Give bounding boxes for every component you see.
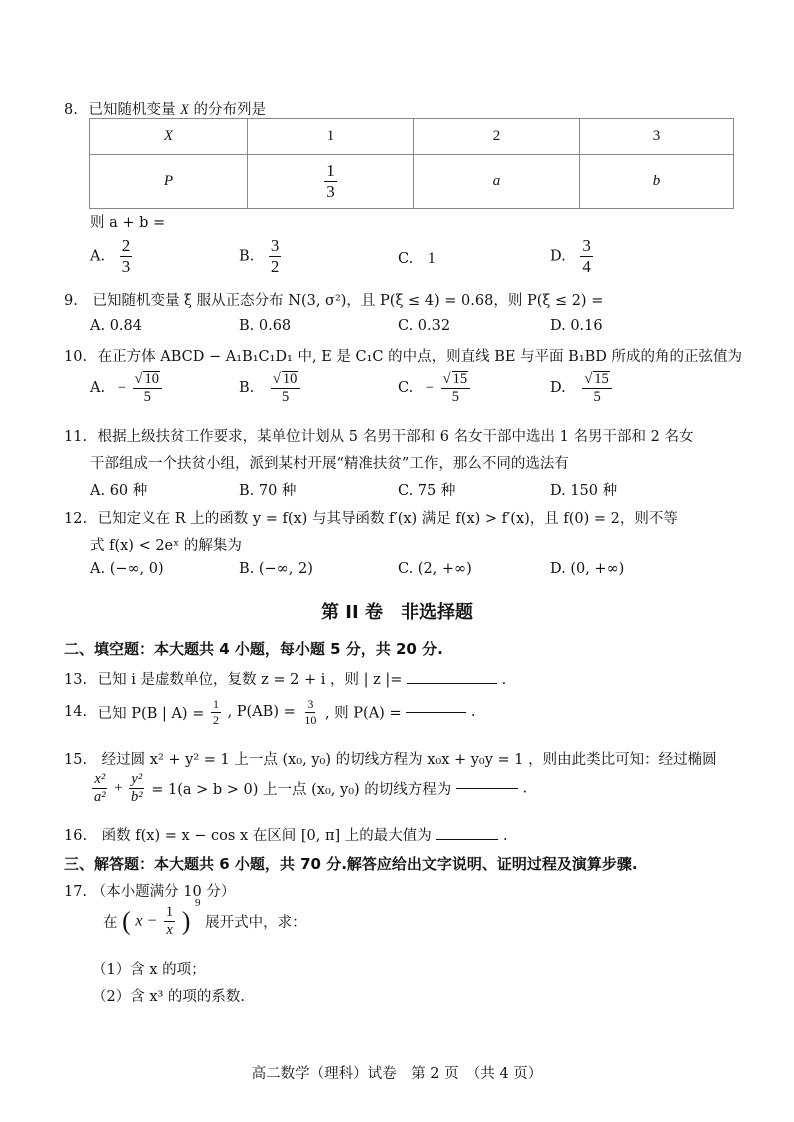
- q14-mid: , P(AB) =: [227, 704, 296, 721]
- q11-line2: 干部组成一个扶贫小组，派到某村开展“精准扶贫”工作，那么不同的选法有: [90, 456, 569, 472]
- q17-pre: 在: [103, 915, 118, 932]
- fraction: [269, 237, 282, 276]
- q11-line1: [64, 425, 693, 446]
- denominator: 3: [121, 256, 131, 276]
- left-paren: (: [122, 906, 131, 936]
- q16: [64, 824, 508, 845]
- sign: −: [425, 379, 434, 396]
- sign: −: [117, 379, 126, 396]
- q17-number: 17.: [64, 884, 88, 900]
- q15-end: .: [522, 780, 528, 797]
- q12-option-d: D. (0, +∞): [550, 561, 625, 577]
- q11-option-a: A. 60 种: [90, 483, 148, 499]
- q12-option-a: A. (−∞, 0): [90, 561, 164, 577]
- radicand: 10: [144, 371, 159, 387]
- denominator: b²: [131, 789, 143, 806]
- q17-head: [64, 880, 235, 901]
- q10-number: 10.: [64, 349, 88, 365]
- q16-number: 16.: [64, 828, 88, 844]
- answer-blank[interactable]: [436, 839, 498, 840]
- q14-number: 14.: [64, 704, 88, 721]
- q17-points: （本小题满分 10 分）: [91, 884, 236, 900]
- fraction: [133, 371, 162, 405]
- table-cell: [248, 155, 414, 209]
- fraction: [324, 162, 337, 201]
- q9-text: 已知随机变量 ξ 服从正态分布 N(3, σ²)，且 P(ξ ≤ 4) = 0.68，则 P(ξ ≤ 2) =: [92, 293, 604, 309]
- q13: [64, 668, 506, 689]
- q8-option-c: [398, 250, 436, 268]
- fraction: [441, 371, 470, 405]
- q10-option-d: [550, 371, 614, 405]
- fraction: [92, 772, 108, 805]
- radicand: 15: [452, 371, 468, 387]
- q11-text: 根据上级扶贫工作要求，某单位计划从 5 名男干部和 6 名女干部中选出 1 名男干部和 2 名女: [97, 429, 694, 445]
- table-cell: a: [414, 155, 580, 209]
- q10-option-a: [90, 371, 164, 405]
- denominator: 5: [593, 389, 601, 406]
- option-label: D.: [550, 248, 566, 265]
- numerator: √ 10: [271, 371, 300, 389]
- radicand: 10: [282, 371, 298, 387]
- option-label: A.: [90, 380, 106, 397]
- q8-stem: [64, 98, 266, 119]
- denominator: 10: [304, 712, 317, 727]
- q10-stem: [64, 345, 742, 366]
- part3-heading: 三、解答题：本大题共 6 小题，共 70 分.解答应给出文字说明、证明过程及演算步骤.: [64, 855, 638, 873]
- q12-option-b: B. (−∞, 2): [239, 561, 313, 577]
- q15-line1: [64, 748, 717, 769]
- denominator: 5: [281, 389, 290, 406]
- numerator: 3: [270, 236, 280, 255]
- q12-option-c: C. (2, +∞): [398, 561, 472, 577]
- q12-number: 12.: [64, 511, 88, 527]
- table-cell: 1: [248, 119, 414, 155]
- q12-line1: [64, 507, 678, 528]
- q12-text: 已知定义在 R 上的函数 y = f(x) 与其导函数 f′(x) 满足 f(x) > f′(x)，且 f(0) = 2，则不等: [97, 511, 678, 527]
- q10-option-b: [239, 371, 302, 405]
- q17-stem: [103, 896, 307, 939]
- q10-text: 在正方体 ABCD − A₁B₁C₁D₁ 中, E 是 C₁C 的中点，则直线 BE 与平面 B₁BD 所成的角的正弦值为: [97, 349, 743, 365]
- q13-text: 已知 i 是虚数单位，复数 z = 2 + i ，则 | z |=: [97, 672, 403, 688]
- denominator: x: [166, 922, 173, 939]
- q17-term: x −: [135, 912, 158, 930]
- fraction: [129, 772, 145, 805]
- q9-number: 9.: [64, 293, 78, 309]
- fraction: [580, 237, 593, 276]
- right-paren: ): [181, 906, 191, 936]
- answer-blank[interactable]: [407, 683, 497, 684]
- q8-ask: 则 a + b =: [90, 215, 166, 231]
- fraction: [164, 905, 175, 938]
- q9-option-b: B. 0.68: [239, 318, 292, 334]
- q15-number: 15.: [64, 752, 88, 768]
- denominator: a²: [94, 789, 106, 806]
- radicand: 15: [594, 371, 609, 387]
- option-value: 1: [427, 250, 436, 267]
- numerator: 3: [307, 697, 314, 711]
- q8-option-b: [239, 237, 283, 276]
- answer-blank[interactable]: [406, 712, 466, 713]
- q17-sub2: （2）含 x³ 的项的系数.: [92, 989, 246, 1005]
- q11-option-d: D. 150 种: [550, 483, 618, 499]
- numerator: 2: [121, 236, 131, 255]
- table-row: [90, 155, 734, 209]
- q14-post: , 则 P(A) =: [324, 705, 402, 722]
- q15-text2: = 1(a > b > 0) 上一点 (x₀, y₀) 的切线方程为: [151, 782, 452, 799]
- fraction: [582, 371, 611, 405]
- q11-option-c: C. 75 种: [398, 483, 456, 499]
- q16-end: .: [502, 828, 508, 844]
- q8-option-a: [90, 237, 134, 276]
- answer-blank[interactable]: [456, 788, 518, 789]
- denominator: 5: [143, 389, 151, 406]
- option-label: B.: [239, 380, 255, 397]
- q9-option-a: A. 0.84: [90, 318, 142, 334]
- numerator: √ 15: [582, 371, 611, 389]
- fraction: [302, 698, 318, 726]
- q17-post: 展开式中，求：: [205, 915, 307, 932]
- q9-option-c: C. 0.32: [398, 318, 451, 334]
- table-cell: P: [90, 155, 248, 209]
- denominator: 5: [451, 389, 459, 406]
- numerator: 3: [582, 236, 591, 255]
- table-row: [90, 119, 734, 155]
- part2-heading: 二、填空题：本大题共 4 小题，每小题 5 分，共 20 分.: [64, 640, 443, 658]
- q14-pre: 已知 P(B | A) =: [97, 705, 205, 722]
- denominator: 3: [326, 182, 335, 201]
- table-cell: b: [580, 155, 734, 209]
- numerator: 1: [164, 905, 175, 922]
- option-label: C.: [398, 251, 414, 267]
- q9-option-d: D. 0.16: [550, 318, 603, 334]
- q8-var: X: [180, 102, 189, 118]
- q8-stem-b: 的分布列是: [193, 102, 267, 118]
- table-cell: X: [90, 119, 248, 155]
- denominator: 2: [270, 256, 280, 276]
- q10-option-c: [398, 371, 472, 405]
- option-label: B.: [239, 248, 255, 265]
- numerator: y²: [129, 772, 144, 789]
- numerator: √ 10: [133, 371, 162, 389]
- denominator: 4: [582, 256, 591, 276]
- q13-end: .: [501, 672, 507, 688]
- fraction: [120, 237, 133, 276]
- numerator: x²: [92, 772, 107, 789]
- table-cell: 3: [580, 119, 734, 155]
- table-cell: 2: [414, 119, 580, 155]
- section-title: 第 II 卷 非选择题: [321, 602, 473, 623]
- option-label: A.: [90, 248, 106, 265]
- plus: +: [114, 780, 123, 797]
- q15-line2: [90, 772, 527, 805]
- q14-end: .: [470, 704, 476, 721]
- numerator: 1: [212, 697, 219, 711]
- numerator: 1: [326, 161, 335, 181]
- denominator: 2: [212, 712, 219, 727]
- page-footer: 高二数学（理科）试卷 第 2 页 （共 4 页）: [251, 1066, 543, 1082]
- q15-text: 经过圆 x² + y² = 1 上一点 (x₀, y₀) 的切线方程为 x₀x + y₀y = 1 ，则由此类比可知：经过椭圆: [101, 752, 717, 768]
- q8-stem-a: 已知随机变量: [88, 102, 176, 118]
- q11-number: 11.: [64, 429, 88, 445]
- option-label: D.: [550, 380, 566, 397]
- numerator: √ 15: [441, 371, 470, 389]
- exponent: 9: [195, 896, 201, 909]
- q17-sub1: （1）含 x 的项；: [92, 962, 206, 978]
- q13-number: 13.: [64, 672, 88, 688]
- q9-stem: [64, 289, 603, 310]
- q16-text: 函数 f(x) = x − cos x 在区间 [0, π] 上的最大值为: [101, 828, 432, 844]
- fraction: [211, 698, 221, 726]
- fraction: [271, 371, 300, 405]
- q12-line2: 式 f(x) < 2eˣ 的解集为: [90, 538, 242, 554]
- q8-option-d: [550, 237, 595, 276]
- option-label: C.: [398, 380, 414, 397]
- q11-option-b: B. 70 种: [239, 483, 297, 499]
- q14: [64, 698, 475, 726]
- distribution-table: [89, 118, 734, 209]
- q8-number: 8.: [64, 102, 78, 118]
